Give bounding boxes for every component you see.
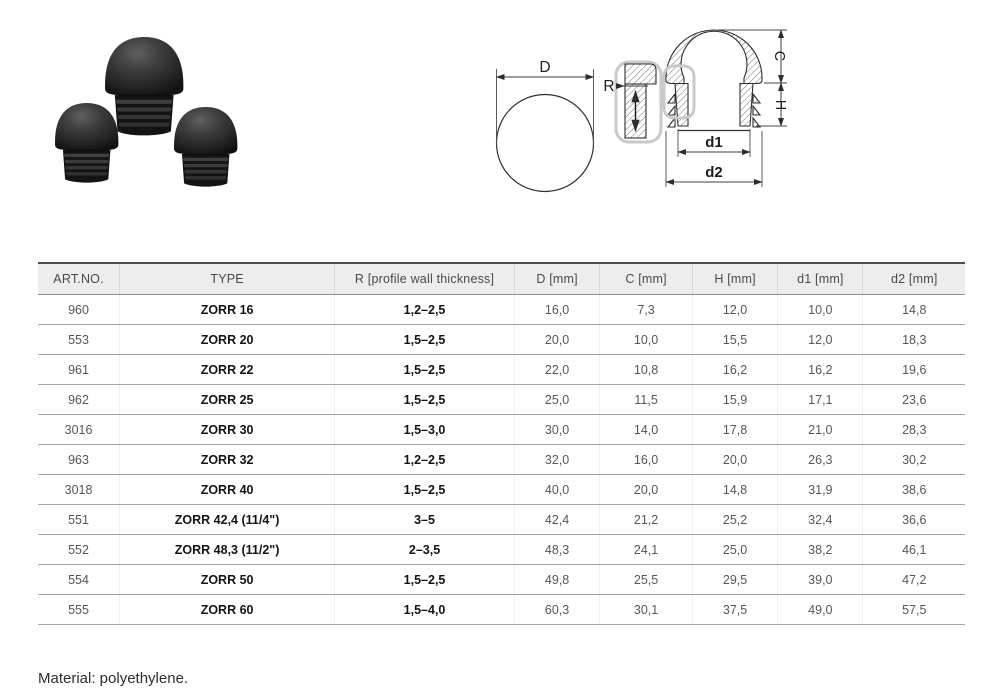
table-cell: 48,3 <box>514 535 599 565</box>
wall-thickness-detail <box>603 62 661 142</box>
left-leg <box>675 84 688 127</box>
table-cell: ZORR 48,3 (11/2") <box>120 535 335 565</box>
table-cell: 25,5 <box>600 565 693 595</box>
column-header-d: D [mm] <box>514 263 599 295</box>
table-cell: 32,0 <box>514 445 599 475</box>
dim-label-D: D <box>539 59 551 76</box>
table-row <box>38 295 965 325</box>
table-cell: 60,3 <box>514 595 599 625</box>
table-cell: 21,0 <box>778 415 863 445</box>
table-cell: 3–5 <box>335 505 515 535</box>
table-cell: 36,6 <box>863 505 965 535</box>
column-header-d2: d2 [mm] <box>863 263 965 295</box>
table-cell: ZORR 25 <box>120 385 335 415</box>
table-cell: 2–3,5 <box>335 535 515 565</box>
table-row <box>38 385 965 415</box>
table-header-row <box>38 263 965 295</box>
dim-label-C: C <box>771 50 787 62</box>
table-cell: 15,5 <box>692 325 777 355</box>
column-header-artno: ART.NO. <box>38 263 120 295</box>
table-cell: 25,0 <box>514 385 599 415</box>
product-photo <box>40 10 280 220</box>
right-leg <box>740 84 753 127</box>
table-cell: 32,4 <box>778 505 863 535</box>
table-cell: 23,6 <box>863 385 965 415</box>
table-row <box>38 325 965 355</box>
table-cell: ZORR 30 <box>120 415 335 445</box>
table-cell: 28,3 <box>863 415 965 445</box>
table-cell: 1,5–2,5 <box>335 325 515 355</box>
table-row <box>38 475 965 505</box>
table-cell: 14,8 <box>692 475 777 505</box>
table-cell: ZORR 22 <box>120 355 335 385</box>
left-barbs <box>668 94 675 127</box>
table-row <box>38 535 965 565</box>
table-row <box>38 565 965 595</box>
dome-cap-left <box>55 103 118 183</box>
table-cell: 11,5 <box>600 385 693 415</box>
table-cell: 1,5–2,5 <box>335 355 515 385</box>
column-header-type: TYPE <box>120 263 335 295</box>
dome-caps-image <box>40 10 280 220</box>
table-cell: 16,0 <box>514 295 599 325</box>
table-cell: 37,5 <box>692 595 777 625</box>
table-row <box>38 355 965 385</box>
table-cell: 20,0 <box>514 325 599 355</box>
table-cell: 10,8 <box>600 355 693 385</box>
table-cell: 25,2 <box>692 505 777 535</box>
table-cell: 19,6 <box>863 355 965 385</box>
dome-cap-top <box>105 37 183 135</box>
tube-wall-top <box>625 64 656 84</box>
table-cell: 26,3 <box>778 445 863 475</box>
table-cell: 12,0 <box>778 325 863 355</box>
column-header-r: R [profile wall thickness] <box>335 263 515 295</box>
table-cell: 552 <box>38 535 120 565</box>
table-cell: 1,5–2,5 <box>335 385 515 415</box>
table-cell: 3016 <box>38 415 120 445</box>
table-cell: 17,8 <box>692 415 777 445</box>
front-view-circle <box>497 59 594 192</box>
table-cell: 551 <box>38 505 120 535</box>
table-cell: 553 <box>38 325 120 355</box>
table-cell: 49,8 <box>514 565 599 595</box>
spec-table <box>38 262 965 625</box>
table-cell: 24,1 <box>600 535 693 565</box>
table-cell: 554 <box>38 565 120 595</box>
table-cell: 1,2–2,5 <box>335 445 515 475</box>
column-header-d1: d1 [mm] <box>778 263 863 295</box>
table-cell: 10,0 <box>778 295 863 325</box>
cross-section-view <box>664 30 788 187</box>
table-cell: 1,5–3,0 <box>335 415 515 445</box>
right-barbs <box>753 94 760 127</box>
table-cell: ZORR 20 <box>120 325 335 355</box>
table-cell: 46,1 <box>863 535 965 565</box>
table-row <box>38 445 965 475</box>
table-cell: 962 <box>38 385 120 415</box>
dim-label-R: R <box>603 78 615 95</box>
table-cell: 1,2–2,5 <box>335 295 515 325</box>
table-cell: ZORR 16 <box>120 295 335 325</box>
table-cell: 16,2 <box>778 355 863 385</box>
table-row <box>38 415 965 445</box>
table-cell: 14,8 <box>863 295 965 325</box>
dimension-diagram <box>478 10 988 220</box>
table-cell: ZORR 40 <box>120 475 335 505</box>
table-cell: 15,9 <box>692 385 777 415</box>
table-cell: 16,0 <box>600 445 693 475</box>
cap-outline-circle <box>497 95 594 192</box>
dim-label-d1: d1 <box>705 134 723 151</box>
table-cell: 30,0 <box>514 415 599 445</box>
table-row <box>38 595 965 625</box>
column-header-h: H [mm] <box>692 263 777 295</box>
table-cell: 25,0 <box>692 535 777 565</box>
table-cell: ZORR 42,4 (11/4") <box>120 505 335 535</box>
dome-wall <box>666 30 762 84</box>
table-cell: 1,5–4,0 <box>335 595 515 625</box>
dim-label-d2: d2 <box>705 164 723 181</box>
table-cell: 40,0 <box>514 475 599 505</box>
table-cell: 38,2 <box>778 535 863 565</box>
table-cell: 1,5–2,5 <box>335 475 515 505</box>
table-cell: 38,6 <box>863 475 965 505</box>
table-cell: 22,0 <box>514 355 599 385</box>
table-cell: 42,4 <box>514 505 599 535</box>
material-note: Material: polyethylene. <box>38 670 189 687</box>
table-cell: 57,5 <box>863 595 965 625</box>
table-cell: 17,1 <box>778 385 863 415</box>
table-cell: 18,3 <box>863 325 965 355</box>
table-cell: ZORR 60 <box>120 595 335 625</box>
table-cell: 7,3 <box>600 295 693 325</box>
table-cell: 555 <box>38 595 120 625</box>
table-row <box>38 505 965 535</box>
table-cell: 21,2 <box>600 505 693 535</box>
table-cell: ZORR 32 <box>120 445 335 475</box>
dim-label-H: H <box>772 99 788 111</box>
table-cell: 10,0 <box>600 325 693 355</box>
dome-cap-right <box>174 107 237 187</box>
table-cell: 29,5 <box>692 565 777 595</box>
table-cell: 963 <box>38 445 120 475</box>
table-cell: 1,5–2,5 <box>335 565 515 595</box>
column-header-c: C [mm] <box>600 263 693 295</box>
table-cell: 961 <box>38 355 120 385</box>
table-cell: 30,2 <box>863 445 965 475</box>
table-cell: 30,1 <box>600 595 693 625</box>
table-cell: 16,2 <box>692 355 777 385</box>
table-cell: 12,0 <box>692 295 777 325</box>
table-cell: ZORR 50 <box>120 565 335 595</box>
table-cell: 3018 <box>38 475 120 505</box>
table-cell: 20,0 <box>600 475 693 505</box>
table-cell: 20,0 <box>692 445 777 475</box>
table-cell: 960 <box>38 295 120 325</box>
table-cell: 31,9 <box>778 475 863 505</box>
table-cell: 49,0 <box>778 595 863 625</box>
table-cell: 14,0 <box>600 415 693 445</box>
table-cell: 47,2 <box>863 565 965 595</box>
table-cell: 39,0 <box>778 565 863 595</box>
